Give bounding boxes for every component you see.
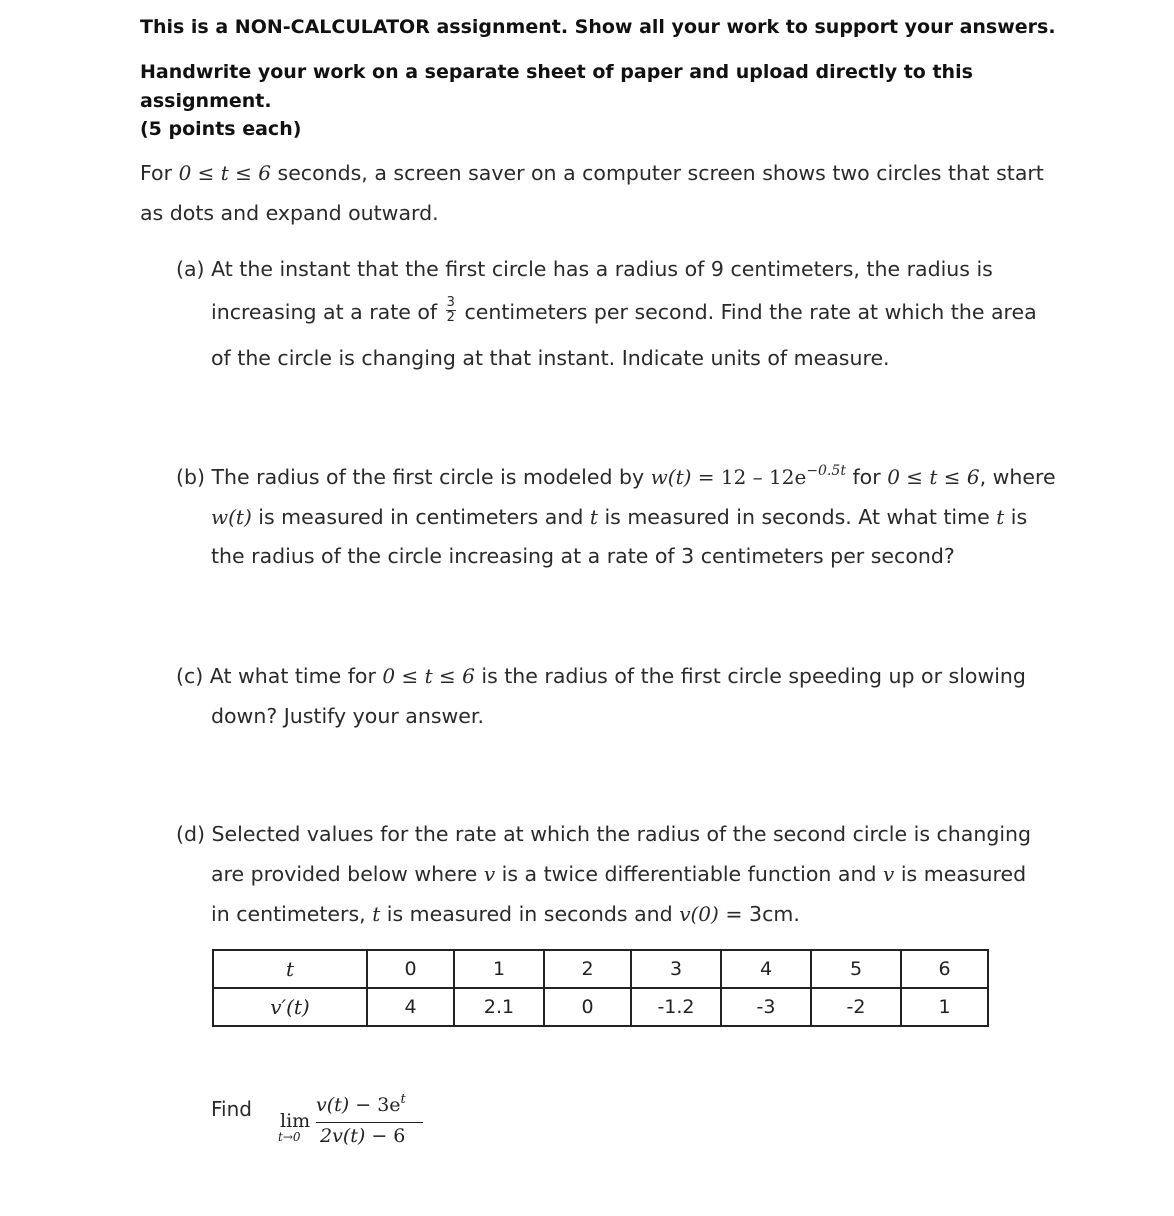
lim-subscript: t→0 bbox=[278, 1130, 301, 1144]
table-cell: 1 bbox=[901, 988, 988, 1026]
t-variable: t bbox=[372, 902, 381, 926]
lim-operator: lim bbox=[280, 1110, 311, 1132]
table-cell: -3 bbox=[721, 988, 811, 1026]
part-a-line-3: of the circle is changing at that instant. Indicate units of measure. bbox=[211, 346, 890, 370]
points-note: (5 points each) bbox=[140, 118, 302, 140]
part-a-text-cont: centimeters per second. Find the rate at which the area bbox=[457, 300, 1037, 324]
part-b-text-cont: is measured in seconds. At what time bbox=[597, 505, 997, 529]
part-a-line-1: (a) At the instant that the first circle has a radius of 9 centimeters, the radius is bbox=[176, 257, 993, 281]
part-d-line-2 bbox=[211, 854, 1026, 894]
intro-text-cont: seconds, a screen saver on a computer screen shows two circles that start bbox=[271, 161, 1044, 185]
part-d-text-cont: is measured in seconds and bbox=[380, 902, 680, 926]
w-function: w(t) bbox=[650, 465, 692, 489]
denominator-v: 2v(t) bbox=[320, 1125, 366, 1147]
part-a-line-2 bbox=[211, 292, 1037, 332]
table-cell: 0 bbox=[367, 950, 454, 988]
numerator-exponent: t bbox=[400, 1092, 406, 1107]
part-b-text: (b) The radius of the first circle is modeled by bbox=[176, 465, 651, 489]
time-condition: 0 ≤ t ≤ 6 bbox=[887, 465, 980, 489]
table-cell: 3 bbox=[631, 950, 721, 988]
part-d-line-1: (d) Selected values for the rate at which the radius of the second circle is changing bbox=[176, 822, 1032, 846]
fraction-bar bbox=[316, 1122, 423, 1123]
instruction-handwrite: Handwrite your work on a separate sheet of paper and upload directly to this bbox=[140, 61, 973, 83]
t-variable: t bbox=[996, 505, 1005, 529]
fraction-numerator: 3 bbox=[446, 294, 455, 310]
table-cell: 6 bbox=[901, 950, 988, 988]
table-cell: 4 bbox=[721, 950, 811, 988]
part-d-text-measured: is measured bbox=[894, 862, 1027, 886]
table-cell: 2.1 bbox=[454, 988, 544, 1026]
table-cell: 0 bbox=[544, 988, 631, 1026]
numerator-rest: − 3e bbox=[349, 1094, 401, 1116]
numerator-v: v(t) bbox=[316, 1094, 350, 1116]
table-cell: -2 bbox=[811, 988, 901, 1026]
instruction-noncalculator: This is a NON-CALCULATOR assignment. Show all your work to support your answers. bbox=[140, 16, 1056, 38]
part-c-line-1 bbox=[176, 656, 1026, 696]
table-cell: 2 bbox=[544, 950, 631, 988]
part-b-line-1 bbox=[176, 457, 1056, 497]
part-b-text-for: for bbox=[845, 465, 888, 489]
part-d-line-3 bbox=[211, 894, 800, 934]
table-row-v-prime bbox=[213, 988, 988, 1026]
part-b-line-3: the radius of the circle increasing at a rate of 3 centimeters per second? bbox=[211, 544, 955, 568]
time-condition: 0 ≤ t ≤ 6 bbox=[178, 161, 271, 185]
table-header-t: t bbox=[213, 950, 367, 988]
table-cell: 1 bbox=[454, 950, 544, 988]
find-label: Find bbox=[211, 1097, 252, 1121]
limit-denominator bbox=[320, 1125, 405, 1147]
part-d-text: in centimeters, bbox=[211, 902, 373, 926]
instruction-handwrite-cont: assignment. bbox=[140, 90, 272, 112]
v-variable: v bbox=[483, 862, 496, 886]
fraction-three-halves bbox=[446, 296, 456, 325]
values-table bbox=[212, 949, 989, 1027]
part-c-text: (c) At what time for bbox=[176, 664, 383, 688]
part-d-text-cont: is a twice differentiable function and bbox=[495, 862, 884, 886]
table-header-v-prime: v′(t) bbox=[213, 988, 367, 1026]
t-variable: t bbox=[589, 505, 598, 529]
fraction-denominator: 2 bbox=[446, 309, 455, 325]
v-initial: v(0) bbox=[679, 902, 719, 926]
part-c-line-2: down? Justify your answer. bbox=[211, 704, 484, 728]
table-cell: -1.2 bbox=[631, 988, 721, 1026]
w-function: w(t) bbox=[211, 505, 252, 529]
intro-line-2: as dots and expand outward. bbox=[140, 201, 439, 225]
table-row-t bbox=[213, 950, 988, 988]
part-b-text: is measured in centimeters and bbox=[251, 505, 590, 529]
part-d-text: are provided below where bbox=[211, 862, 484, 886]
part-b-text-where: , where bbox=[979, 465, 1056, 489]
table-cell: 4 bbox=[367, 988, 454, 1026]
v-variable: v bbox=[883, 862, 895, 886]
denominator-rest: − 6 bbox=[365, 1125, 406, 1147]
table-cell: 5 bbox=[811, 950, 901, 988]
time-condition: 0 ≤ t ≤ 6 bbox=[382, 664, 475, 688]
part-b-line-2 bbox=[211, 497, 1027, 537]
intro-text: For bbox=[140, 161, 179, 185]
part-d-text-value: = 3cm. bbox=[718, 902, 800, 926]
limit-numerator bbox=[316, 1094, 406, 1116]
part-b-text-is: is bbox=[1004, 505, 1028, 529]
part-a-text: increasing at a rate of bbox=[211, 300, 444, 324]
part-c-text-cont: is the radius of the first circle speeding up or slowing bbox=[474, 664, 1026, 688]
exponent: −0.5t bbox=[806, 463, 846, 479]
w-equation: = 12 – 12e bbox=[691, 465, 807, 489]
intro-line-1 bbox=[140, 153, 1044, 193]
